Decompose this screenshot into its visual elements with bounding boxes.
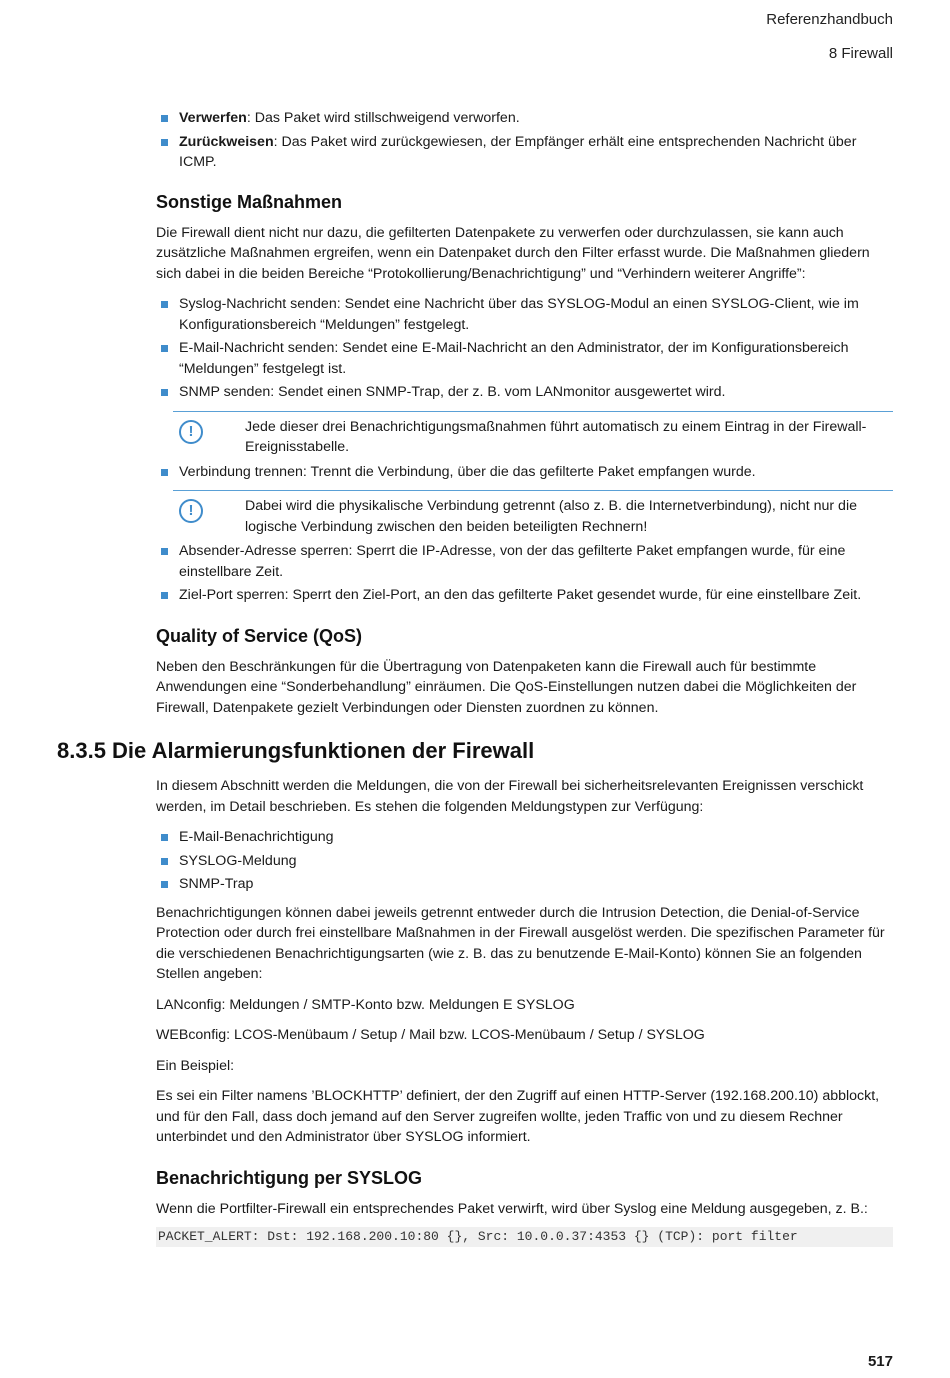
list-item: SNMP-Trap [156, 874, 893, 895]
paragraph: Neben den Beschränkungen für die Übertragung von Datenpaketen kann die Firewall auch für bestimmte Anwendungen eine “Sonderbehandlung” einräumen. Die QoS-Einstellungen nutzen dabei die Möglichkeiten der Firewall, Datenpakete gezielt Verbindungen oder Diensten zuordnen zu können. [156, 658, 857, 716]
header-title: Referenzhandbuch [766, 11, 893, 28]
measure-list [156, 541, 893, 606]
measure-list [156, 294, 893, 403]
term: Verwerfen [179, 110, 247, 126]
upper-content [156, 108, 893, 718]
heading-sonstige: Sonstige Maßnahmen [156, 191, 343, 212]
section-heading: 8.3.5 Die Alarmierungsfunktionen der Firewall [57, 738, 535, 763]
paragraph: Es sei ein Filter namens ’BLOCKHTTP’ definiert, der den Zugriff auf einen HTTP-Server (192.168.200.10) abblockt, und für den Fall, dass doch jemand auf den Server zugreifen wollte, jeden Traffic von und zu diesem Rechner unterbindet und den Administrator über SYSLOG informiert. [156, 1088, 880, 1145]
list-item [156, 132, 893, 173]
paragraph: Wenn die Portfilter-Firewall ein entsprechendes Paket verwirft, wird über Syslog eine Meldung ausgegeben, z. B.: [156, 1200, 868, 1217]
paragraph: Die Firewall dient nicht nur dazu, die gefilterten Datenpakete zu verwerfen oder durchzulassen, sie kann auch zusätzliche Maßnahmen ergreifen, wenn ein Datenpaket durch den Filter erfasst wurde. Die Maßnahmen gliedern sich dabei in die beiden Bereiche “Protokollierung/Benachrichtigung” und “Verhindern weiterer Angriffe”: [156, 224, 870, 282]
measure-list [156, 462, 893, 483]
warning-icon: ! [179, 420, 203, 444]
note-box [173, 490, 893, 537]
note-text: Dabei wird die physikalische Verbindung getrennt (also z. B. die Internetverbindung), nicht nur die logische Verbindung zwischen den beiden beteiligten Rechnern! [245, 498, 857, 535]
term: Zurückweisen [179, 133, 274, 150]
list-item: E-Mail-Benachrichtigung [156, 827, 893, 848]
header-chapter: 8 Firewall [828, 45, 893, 62]
example-label: Ein Beispiel: [156, 1057, 235, 1074]
heading-syslog: Benachrichtigung per SYSLOG [156, 1167, 423, 1188]
note-box [173, 411, 893, 458]
list-item [156, 108, 893, 129]
webconfig-path: WEBconfig: LCOS-Menübaum / Setup / Mail bzw. LCOS-Menübaum / Setup / SYSLOG [156, 1027, 705, 1043]
paragraph: Benachrichtigungen können dabei jeweils getrennt entweder durch die Intrusion Detection, die Denial-of-Service Protection oder durch frei einstellbare Maßnahmen in der Firewall ausgelöst werden. Die spezifischen Parameter für die verschiedenen Benachrichtigungsarten (wie z. B. das zu benutzende E-Mail-Konto) können Sie an folgenden Stellen angeben: [156, 904, 885, 982]
term-text: : Das Paket wird stillschweigend verworfen. [246, 110, 520, 126]
page-number: 517 [867, 1353, 893, 1370]
note-text: Jede dieser drei Benachrichtigungsmaßnahmen führt automatisch zu einem Eintrag in der Firewall-Ereignisstabelle. [245, 418, 867, 455]
list-item: E-Mail-Nachricht senden: Sendet eine E-Mail-Nachricht an den Administrator, der im Konfigurationsbereich “Meldungen” festgelegt ist. [156, 338, 893, 379]
list-item: Absender-Adresse sperren: Sperrt die IP-Adresse, von der das gefilterte Paket empfangen wurde, für eine einstellbare Zeit. [156, 541, 893, 582]
code-sample: PACKET_ALERT: Dst: 192.168.200.10:80 {}, Src: 10.0.0.37:4353 {} (TCP): port filter [156, 1227, 893, 1247]
heading-qos: Quality of Service (QoS) [156, 625, 363, 646]
term-text: : Das Paket wird zurückgewiesen, der Empfänger erhält eine entsprechenden Nachricht über ICMP. [179, 133, 857, 170]
lanconfig-path: LANconfig: Meldungen / SMTP-Konto bzw. Meldungen E SYSLOG [156, 996, 575, 1013]
list-item: SNMP senden: Sendet einen SNMP-Trap, der z. B. vom LANmonitor ausgewertet wird. [156, 382, 893, 403]
warning-icon: ! [179, 499, 203, 523]
list-item: Ziel-Port sperren: Sperrt den Ziel-Port, an den das gefilterte Paket gesendet wurde, für eine einstellbare Zeit. [156, 585, 893, 606]
message-types-list [156, 827, 893, 895]
list-item: Syslog-Nachricht senden: Sendet eine Nachricht über das SYSLOG-Modul an einen SYSLOG-Client, wie im Konfigurationsbereich “Meldungen” festgelegt. [156, 294, 893, 335]
paragraph: In diesem Abschnitt werden die Meldungen, die von der Firewall bei sicherheitsrelevanten Ereignissen verschickt werden, im Detail beschrieben. Es stehen die folgenden Meldungstypen zur Verfügung: [156, 778, 864, 815]
list-item: Verbindung trennen: Trennt die Verbindung, über die das gefilterte Paket empfangen wurde. [156, 462, 893, 483]
list-item: SYSLOG-Meldung [156, 851, 893, 872]
action-list [156, 108, 893, 173]
lower-content [156, 776, 893, 1247]
